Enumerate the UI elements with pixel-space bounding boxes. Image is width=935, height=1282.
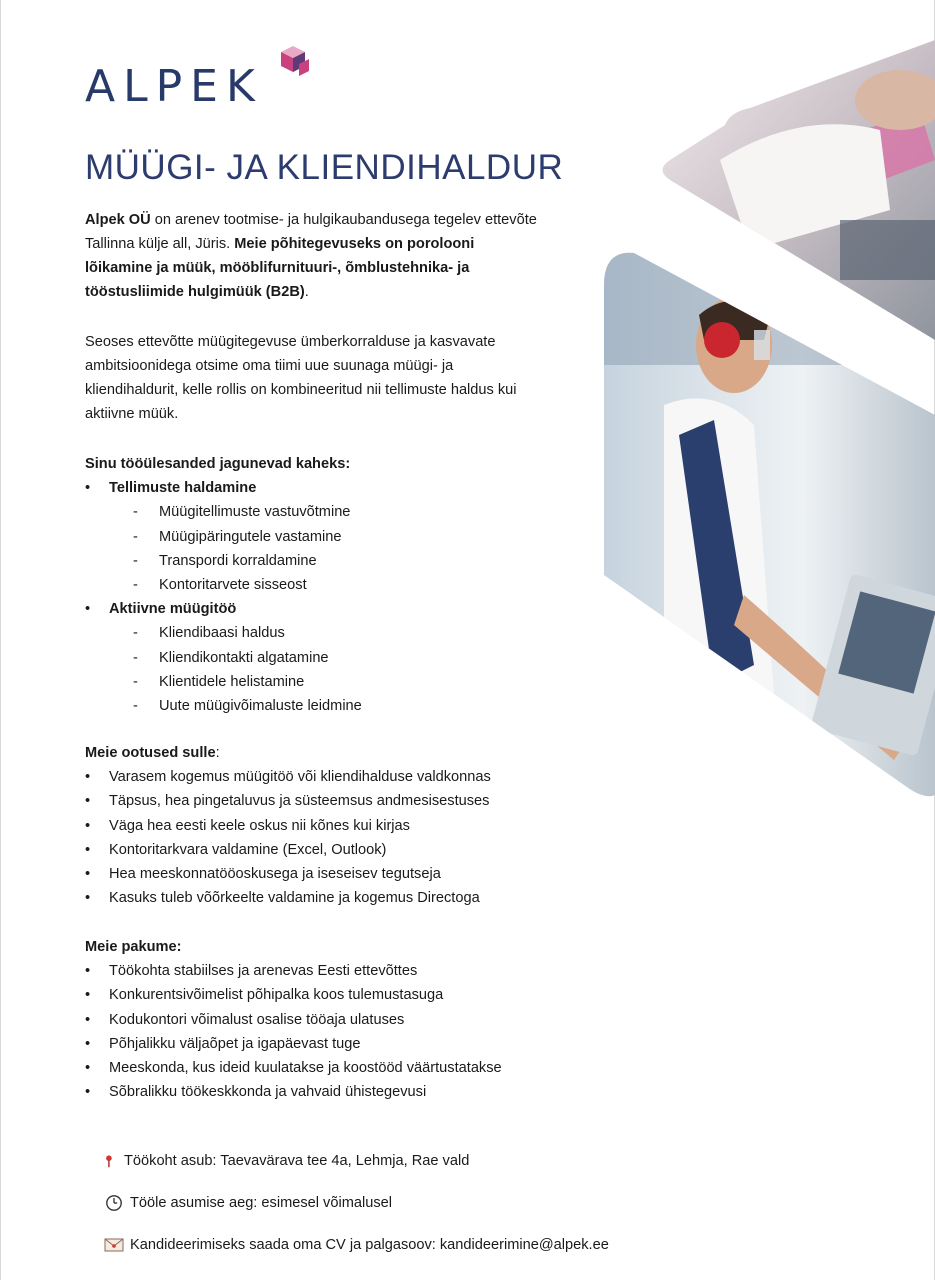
duty-item: - Uute müügivõimaluste leidmine	[85, 694, 555, 718]
offer-item: • Sõbralikku töökeskkonda ja vahvaid ühistegevusi	[85, 1080, 555, 1104]
intro-end: .	[304, 284, 309, 300]
duty-item: - Müügipäringutele vastamine	[85, 525, 555, 549]
company-name: Alpek OÜ	[85, 212, 151, 228]
envelope-icon	[104, 1236, 124, 1254]
intro-bold-text: Meie põhitegevuseks on porolooni lõikamine ja müük, mööblifurnituuri-, õmblustehnika- ja tööstusliimide hulgimüük (B2B)	[85, 236, 475, 300]
offer-item: • Konkurentsivõimelist põhipalka koos tulemustasuga	[85, 983, 555, 1007]
duty-item: - Kontoritarvete sisseost	[85, 573, 555, 597]
duty-item: - Müügitellimuste vastuvõtmine	[85, 500, 555, 524]
alpek-logo	[85, 62, 263, 112]
apply-text: Kandideerimiseks saada oma CV ja palgasoov: kandideerimine@alpek.ee	[130, 1237, 609, 1253]
pin-icon	[104, 1152, 118, 1170]
duty-item: - Kliendibaasi haldus	[85, 621, 555, 645]
job-title: MÜÜGI- JA KLIENDIHALDUR	[85, 148, 564, 187]
offer-item: • Töökohta stabiilses ja arenevas Eesti ettevõttes	[85, 959, 555, 983]
expectation-item: • Täpsus, hea pingetaluvus ja süsteemsus andmesisestuses	[85, 789, 555, 813]
intro-text: on arenev tootmise- ja hulgikaubandusega tegelev ettevõte Tallinna külje all, Jüris.	[85, 212, 537, 252]
expectations-heading: Meie ootused sulle:	[85, 745, 220, 761]
location-line	[104, 1151, 469, 1171]
duty-group-label: Tellimuste haldamine	[109, 480, 257, 497]
logo-text: ALPEK	[85, 61, 263, 112]
expectation-item: • Kontoritarkvara valdamine (Excel, Outlook)	[85, 838, 555, 862]
expectation-item: • Väga hea eesti keele oskus nii kõnes kui kirjas	[85, 814, 555, 838]
start-line	[104, 1193, 392, 1213]
start-text: Tööle asumise aeg: esimesel võimalusel	[130, 1195, 392, 1211]
location-text: Töökoht asub: Taevavärava tee 4a, Lehmja, Rae vald	[124, 1153, 470, 1169]
expectation-item: • Kasuks tuleb võõrkeelte valdamine ja kogemus Directoga	[85, 886, 555, 910]
duty-group	[85, 597, 555, 621]
duty-item: - Transpordi korraldamine	[85, 549, 555, 573]
offer-heading: Meie pakume:	[85, 939, 182, 955]
duty-group	[85, 476, 555, 500]
offer-item: • Põhjalikku väljaõpet ja igapäevast tuge	[85, 1032, 555, 1056]
intro-paragraph	[85, 208, 545, 304]
factory-photo-main	[604, 245, 935, 800]
duty-item: - Klientidele helistamine	[85, 670, 555, 694]
duties-section	[85, 452, 555, 718]
apply-line	[104, 1235, 609, 1255]
clock-icon	[104, 1194, 124, 1212]
expectations-section	[85, 741, 555, 910]
expectation-item: • Hea meeskonnatööoskusega ja iseseisev tegutseja	[85, 862, 555, 886]
offer-item: • Kodukontori võimalust osalise tööaja ulatuses	[85, 1008, 555, 1032]
logo-cube-icon	[275, 44, 311, 82]
description-paragraph: Seoses ettevõtte müügitegevuse ümberkorralduse ja kasvavate ambitsioonidega otsime oma tiimi uue suunaga müügi- ja kliendihaldurit, kelle rollis on kombineeritud nii tellimuste haldus kui aktiivne müük.	[85, 334, 517, 422]
offer-section	[85, 935, 555, 1104]
duty-group-label: Aktiivne müügitöö	[109, 601, 237, 618]
duties-heading: Sinu tööülesanded jagunevad kaheks:	[85, 456, 351, 472]
offer-item: • Meeskonda, kus ideid kuulatakse ja koostööd väärtustatakse	[85, 1056, 555, 1080]
expectation-item: • Varasem kogemus müügitöö või kliendihalduse valdkonnas	[85, 765, 555, 789]
duty-item: - Kliendikontakti algatamine	[85, 646, 555, 670]
